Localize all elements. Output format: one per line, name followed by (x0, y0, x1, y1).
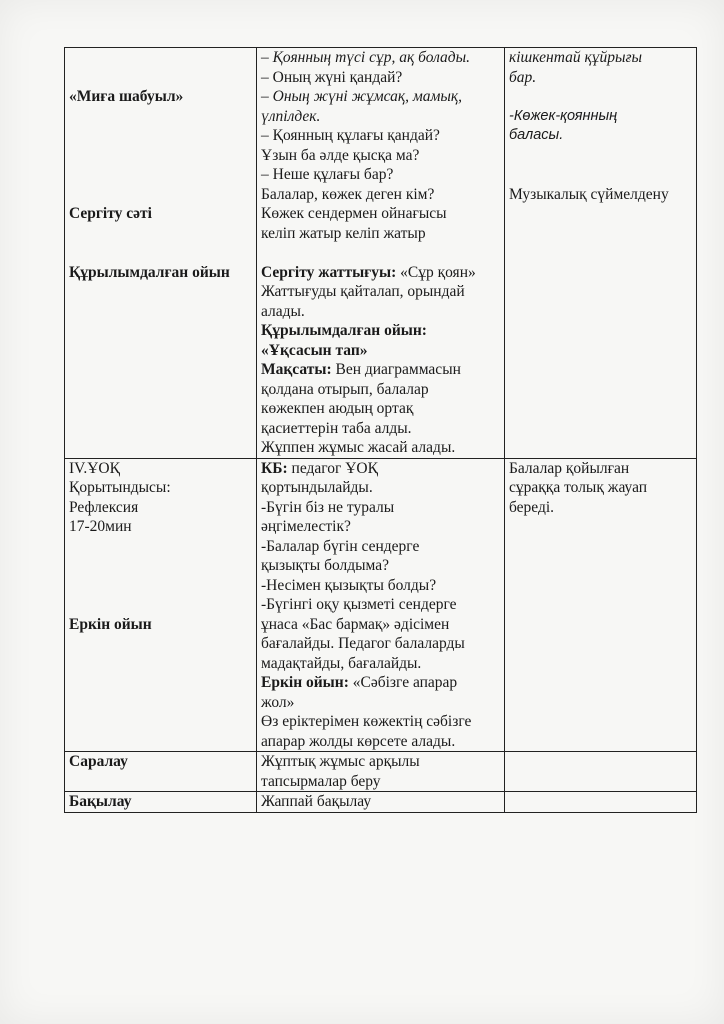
text-line: тапсырмалар беру (261, 772, 381, 790)
lesson-plan-table (64, 47, 697, 813)
text-line: апарар жолды көрсете алады. (261, 732, 456, 750)
label-value: «Сұр қоян» (396, 263, 476, 281)
text-line (261, 459, 500, 479)
text-line: қызықты болдыма? (261, 557, 390, 574)
text-line: қасиеттерін таба алды. (261, 419, 412, 437)
outcome-cell (505, 458, 697, 752)
text-line: -Балалар бүгін сендерге (261, 537, 420, 555)
text-line: үлпілдек. (261, 107, 321, 125)
text-line: Балалар, көжек деген кім? (261, 185, 435, 203)
text-line: – Оның жүні қандай? (261, 68, 403, 86)
table-row (65, 752, 697, 792)
activity-cell (257, 792, 505, 813)
table-row (65, 458, 697, 752)
stage-label: Саралау (69, 753, 128, 770)
activity-cell (257, 752, 505, 792)
text-line: береді. (509, 498, 555, 516)
text-line: Құрылымдалған ойын: (261, 322, 427, 339)
text-line: кішкентай құйрығы (509, 49, 642, 66)
text-line: Балалар қойылған (509, 459, 630, 477)
text-line: алады. (261, 302, 305, 320)
text-line: қортындылайды. (261, 479, 373, 496)
text-line (261, 673, 500, 693)
stage-cell (65, 458, 257, 752)
stage-label: Құрылымдалған ойын (69, 263, 230, 281)
stage-label: IV.ҰОҚ (69, 459, 120, 477)
table-row (65, 792, 697, 813)
text-line: Өз еріктерімен көжектің сәбізге (261, 713, 472, 730)
stage-cell (65, 752, 257, 792)
text-line: мадақтайды, бағалайды. (261, 654, 422, 672)
bold-label: Мақсаты: (261, 361, 332, 378)
text-line: -Бүгін біз не туралы (261, 498, 395, 516)
stage-label: Сергіту сәті (69, 205, 152, 222)
text-line: бар. (509, 68, 537, 86)
bold-label: Еркін ойын: (261, 674, 349, 691)
label-value: педагог ҰОҚ (287, 459, 378, 477)
stage-cell (65, 48, 257, 459)
text-line: Жаттығуды қайталап, орындай (261, 283, 465, 300)
text-line (261, 360, 500, 380)
text-line: сұраққа толық жауап (509, 479, 648, 496)
text-line: – Қоянның түсі сұр, ақ болады. (261, 49, 470, 66)
table-row (65, 48, 697, 459)
outcome-cell (505, 792, 697, 813)
text-line: -Бүгінгі оқу қызметі сендерге (261, 596, 457, 613)
bold-label: КБ: (261, 459, 288, 477)
text-line: қолдана отырып, балалар (261, 380, 429, 398)
stage-label: «Миға шабуыл» (69, 88, 184, 105)
text-line: – Оның жүні жұмсақ, мамық, (261, 88, 463, 105)
outcome-cell (505, 48, 697, 459)
stage-label: Бақылау (69, 793, 132, 810)
text-line: -Көжек-қоянның (509, 107, 618, 124)
outcome-cell (505, 752, 697, 792)
label-value: Вен диаграммасын (331, 361, 461, 378)
text-line: Жаппай бақылау (261, 793, 372, 810)
text-line: әңгімелестік? (261, 518, 351, 535)
text-line: «Ұқсасын тап» (261, 341, 368, 359)
text-line: – Қоянның құлағы қандай? (261, 127, 440, 144)
text-line: ұнаса «Бас бармақ» әдісімен (261, 615, 450, 633)
text-line: Ұзын ба әлде қысқа ма? (261, 146, 420, 164)
text-line: келіп жатыр келіп жатыр (261, 224, 426, 242)
text-line: -Несімен қызықты болды? (261, 576, 437, 594)
stage-cell (65, 792, 257, 813)
text-line: көжекпен аюдың ортақ (261, 400, 414, 417)
stage-label: 17-20мин (69, 518, 132, 535)
stage-label: Қорытындысы: (69, 479, 171, 496)
text-line: бағалайды. Педагог балаларды (261, 635, 465, 652)
text-line: Көжек сендермен ойнағысы (261, 205, 447, 222)
stage-label: Еркін ойын (69, 615, 152, 633)
text-line: баласы. (509, 127, 564, 143)
text-line (261, 263, 500, 283)
text-line: жол» (261, 693, 295, 711)
activity-cell (257, 48, 505, 459)
label-value: «Сәбізге апарар (348, 674, 458, 691)
text-line: Жұптық жұмыс арқылы (261, 753, 420, 770)
activity-cell (257, 458, 505, 752)
text-line: Жұппен жұмыс жасай алады. (261, 439, 456, 456)
text-line: Музыкалық сүймелдену (509, 185, 669, 203)
bold-label: Сергіту жаттығуы: (261, 263, 397, 281)
stage-label: Рефлексия (69, 498, 139, 516)
text-line: – Неше құлағы бар? (261, 166, 394, 183)
